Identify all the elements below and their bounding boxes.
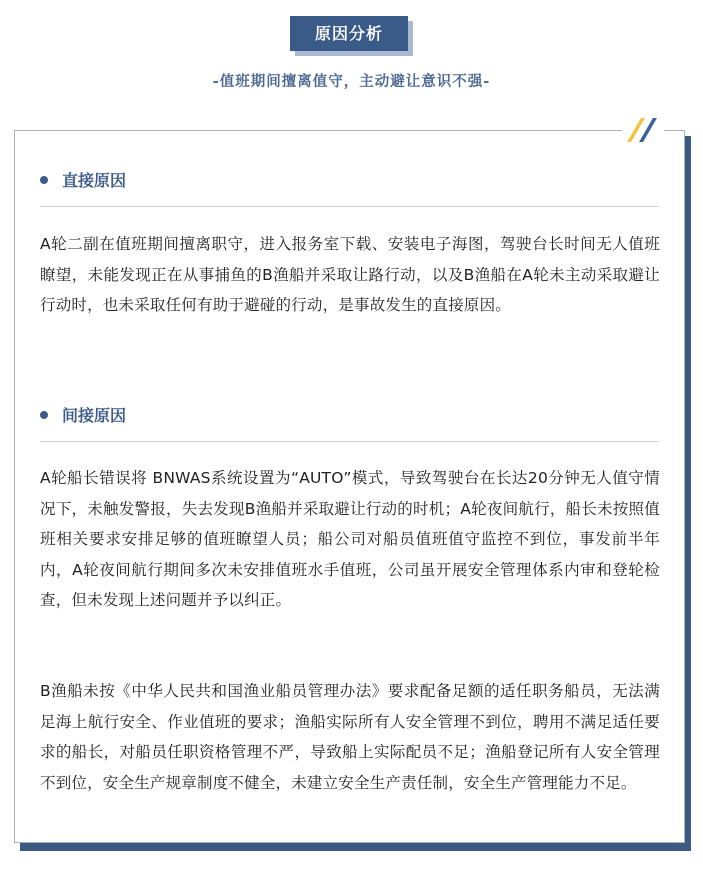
- section-header-direct-cause: [40, 168, 126, 191]
- section-divider: [40, 441, 659, 442]
- section-title: 直接原因: [62, 171, 127, 190]
- bullet-icon: [40, 411, 48, 419]
- title-badge: [290, 16, 411, 54]
- page-subtitle: -值班期间擅离值守，主动避让意识不强-: [212, 74, 491, 90]
- section-divider: [40, 206, 659, 207]
- page-title: 原因分析: [290, 16, 408, 51]
- section-title: 间接原因: [62, 406, 127, 425]
- bullet-icon: [40, 176, 48, 184]
- corner-gap: [622, 126, 664, 132]
- paragraph: A轮二副在值班期间擅离职守，进入报务室下载、安装电子海图，驾驶台长时间无人值班瞭望，未能发现正在从事捕鱼的B渔船并采取让路行动，以及B渔船在A轮未主动采取避让行动时，也未采取任何有助于避碰的行动，是事故发生的直接原因。: [40, 235, 660, 314]
- paragraph: B渔船未按《中华人民共和国渔业船员管理办法》要求配备足额的适任职务船员，无法满足海上航行安全、作业值班的要求；渔船实际所有人安全管理不到位，聘用不满足适任要求的船长，对船员任职资格管理不严，导致船上实际配员不足；渔船登记所有人安全管理不到位，安全生产规章制度不健全，未建立安全生产责任制，安全生产管理能力不足。: [40, 682, 660, 792]
- paragraph: A轮船长错误将 BNWAS系统设置为“AUTO”模式，导致驾驶台在长达20分钟无人值守情况下，未触发警报，失去发现B渔船并采取避让行动的时机；A轮夜间航行，船长未按照值班相关要求安排足够的值班瞭望人员；船公司对船员值班值守监控不到位，事发前半年内，A轮夜间航行期间多次未安排值班水手值班，公司虽开展安全管理体系内审和登轮检查，但未发现上述问题并予以纠正。: [40, 469, 660, 609]
- section-header-indirect-cause: [40, 403, 126, 426]
